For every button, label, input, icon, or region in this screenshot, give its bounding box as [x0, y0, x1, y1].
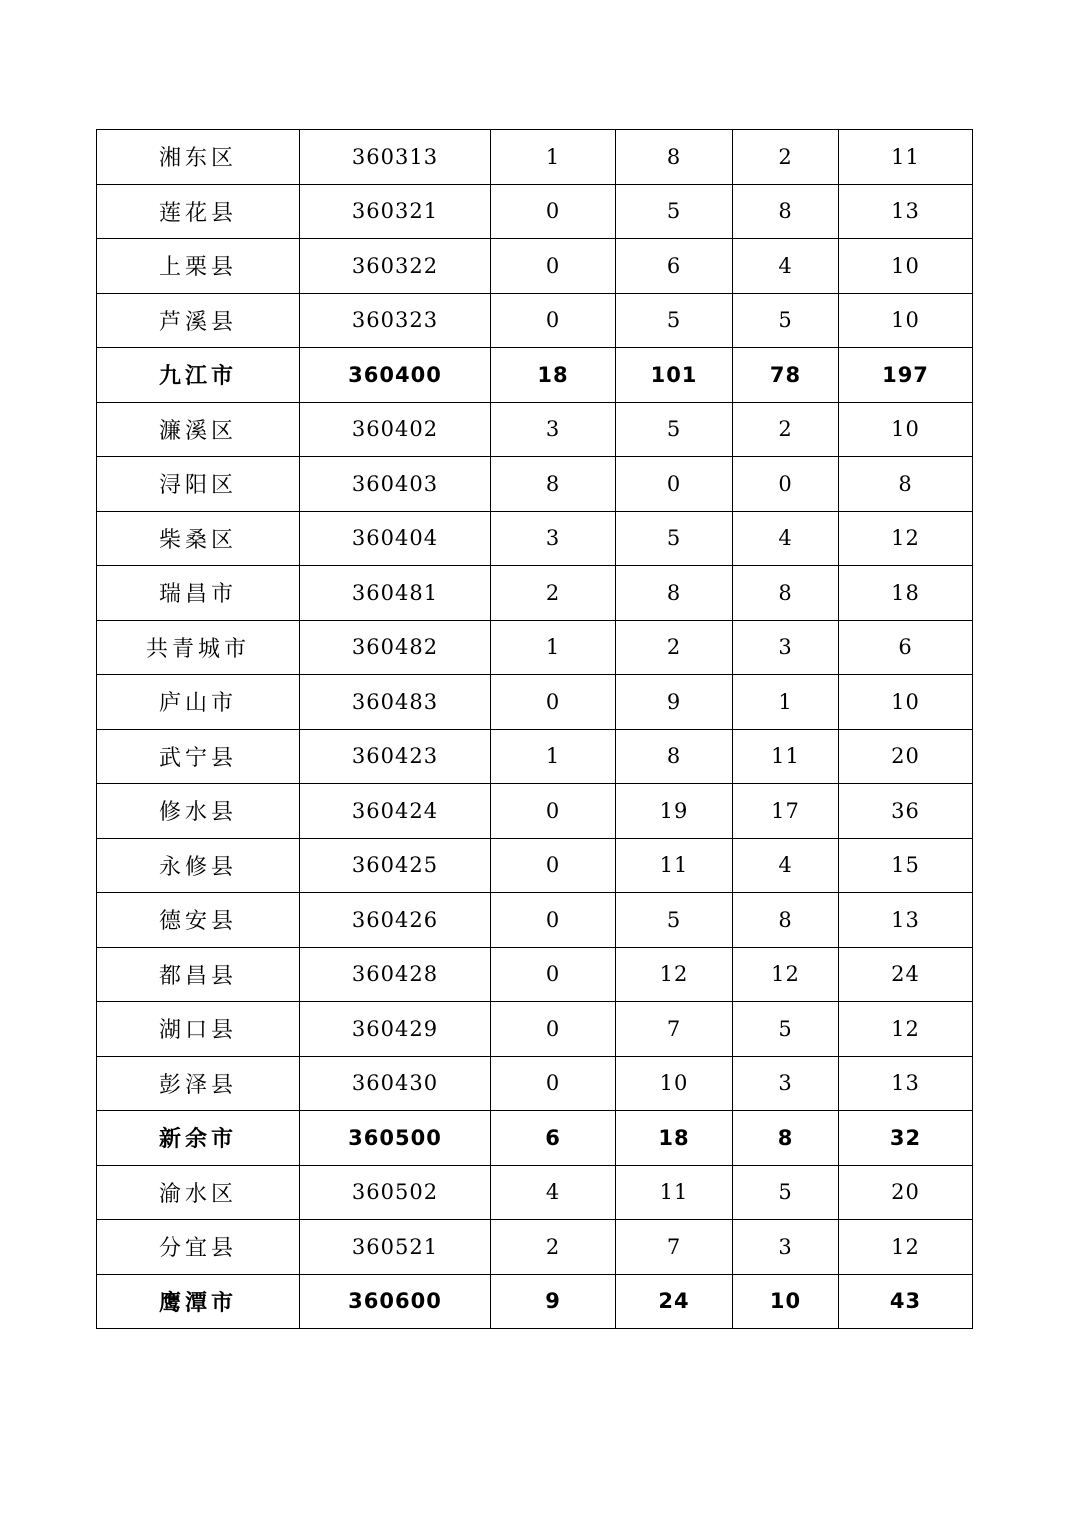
- region-name-cell: 柴桑区: [97, 511, 300, 566]
- region-name-cell: 湘东区: [97, 130, 300, 185]
- table-row: [97, 947, 973, 1002]
- value-c-cell: 2: [733, 402, 839, 457]
- region-code-cell: 360400: [300, 348, 491, 403]
- total-cell: 13: [839, 893, 973, 948]
- value-a-cell: 0: [491, 947, 616, 1002]
- region-name-cell: 鹰潭市: [97, 1274, 300, 1329]
- value-a-cell: 0: [491, 784, 616, 839]
- region-code-cell: 360321: [300, 184, 491, 239]
- value-b-cell: 5: [616, 511, 733, 566]
- region-name-cell: 渝水区: [97, 1165, 300, 1220]
- region-statistics-table: [96, 129, 973, 1329]
- region-name-cell: 德安县: [97, 893, 300, 948]
- value-a-cell: 0: [491, 1056, 616, 1111]
- table-row: [97, 729, 973, 784]
- region-code-cell: 360483: [300, 675, 491, 730]
- value-a-cell: 1: [491, 620, 616, 675]
- value-b-cell: 5: [616, 293, 733, 348]
- value-b-cell: 8: [616, 729, 733, 784]
- value-b-cell: 9: [616, 675, 733, 730]
- value-a-cell: 0: [491, 838, 616, 893]
- region-code-cell: 360426: [300, 893, 491, 948]
- region-name-cell: 都昌县: [97, 947, 300, 1002]
- region-code-cell: 360313: [300, 130, 491, 185]
- value-b-cell: 0: [616, 457, 733, 512]
- value-c-cell: 10: [733, 1274, 839, 1329]
- table-row: [97, 784, 973, 839]
- value-b-cell: 5: [616, 402, 733, 457]
- table-row-city-subtotal: [97, 348, 973, 403]
- value-b-cell: 12: [616, 947, 733, 1002]
- value-b-cell: 8: [616, 566, 733, 621]
- region-name-cell: 浔阳区: [97, 457, 300, 512]
- value-c-cell: 5: [733, 1002, 839, 1057]
- value-c-cell: 8: [733, 893, 839, 948]
- value-a-cell: 0: [491, 293, 616, 348]
- value-c-cell: 5: [733, 293, 839, 348]
- region-name-cell: 新余市: [97, 1111, 300, 1166]
- region-code-cell: 360502: [300, 1165, 491, 1220]
- total-cell: 10: [839, 293, 973, 348]
- total-cell: 43: [839, 1274, 973, 1329]
- total-cell: 10: [839, 675, 973, 730]
- table-row: [97, 184, 973, 239]
- total-cell: 18: [839, 566, 973, 621]
- table-row: [97, 457, 973, 512]
- value-a-cell: 3: [491, 511, 616, 566]
- value-b-cell: 6: [616, 239, 733, 294]
- value-b-cell: 5: [616, 893, 733, 948]
- value-c-cell: 1: [733, 675, 839, 730]
- region-name-cell: 湖口县: [97, 1002, 300, 1057]
- total-cell: 13: [839, 1056, 973, 1111]
- table-row: [97, 130, 973, 185]
- table-row: [97, 293, 973, 348]
- value-c-cell: 12: [733, 947, 839, 1002]
- table-row: [97, 1056, 973, 1111]
- region-code-cell: 360500: [300, 1111, 491, 1166]
- value-a-cell: 0: [491, 675, 616, 730]
- table-body: [97, 130, 973, 1329]
- region-code-cell: 360404: [300, 511, 491, 566]
- region-code-cell: 360424: [300, 784, 491, 839]
- value-a-cell: 1: [491, 729, 616, 784]
- region-code-cell: 360428: [300, 947, 491, 1002]
- value-b-cell: 19: [616, 784, 733, 839]
- value-c-cell: 2: [733, 130, 839, 185]
- total-cell: 12: [839, 511, 973, 566]
- total-cell: 20: [839, 1165, 973, 1220]
- region-name-cell: 庐山市: [97, 675, 300, 730]
- table-row-city-subtotal: [97, 1111, 973, 1166]
- region-code-cell: 360482: [300, 620, 491, 675]
- value-a-cell: 4: [491, 1165, 616, 1220]
- value-b-cell: 101: [616, 348, 733, 403]
- region-code-cell: 360481: [300, 566, 491, 621]
- value-a-cell: 18: [491, 348, 616, 403]
- total-cell: 15: [839, 838, 973, 893]
- region-code-cell: 360430: [300, 1056, 491, 1111]
- table-row: [97, 511, 973, 566]
- value-a-cell: 1: [491, 130, 616, 185]
- value-a-cell: 8: [491, 457, 616, 512]
- value-b-cell: 18: [616, 1111, 733, 1166]
- value-a-cell: 6: [491, 1111, 616, 1166]
- value-b-cell: 7: [616, 1002, 733, 1057]
- region-code-cell: 360322: [300, 239, 491, 294]
- table-row: [97, 402, 973, 457]
- region-code-cell: 360323: [300, 293, 491, 348]
- value-c-cell: 3: [733, 1220, 839, 1275]
- value-a-cell: 2: [491, 566, 616, 621]
- value-c-cell: 8: [733, 184, 839, 239]
- value-a-cell: 0: [491, 184, 616, 239]
- region-name-cell: 莲花县: [97, 184, 300, 239]
- table-row: [97, 675, 973, 730]
- value-c-cell: 4: [733, 511, 839, 566]
- total-cell: 10: [839, 402, 973, 457]
- value-a-cell: 0: [491, 893, 616, 948]
- table-row: [97, 620, 973, 675]
- table-row-city-subtotal: [97, 1274, 973, 1329]
- value-a-cell: 9: [491, 1274, 616, 1329]
- value-b-cell: 11: [616, 1165, 733, 1220]
- region-name-cell: 分宜县: [97, 1220, 300, 1275]
- region-name-cell: 九江市: [97, 348, 300, 403]
- value-c-cell: 17: [733, 784, 839, 839]
- value-c-cell: 3: [733, 1056, 839, 1111]
- value-b-cell: 11: [616, 838, 733, 893]
- value-b-cell: 2: [616, 620, 733, 675]
- value-b-cell: 5: [616, 184, 733, 239]
- value-c-cell: 78: [733, 348, 839, 403]
- region-name-cell: 共青城市: [97, 620, 300, 675]
- value-c-cell: 4: [733, 838, 839, 893]
- total-cell: 24: [839, 947, 973, 1002]
- total-cell: 197: [839, 348, 973, 403]
- value-b-cell: 10: [616, 1056, 733, 1111]
- table-row: [97, 838, 973, 893]
- total-cell: 20: [839, 729, 973, 784]
- value-c-cell: 5: [733, 1165, 839, 1220]
- region-code-cell: 360429: [300, 1002, 491, 1057]
- value-b-cell: 7: [616, 1220, 733, 1275]
- value-a-cell: 0: [491, 239, 616, 294]
- region-code-cell: 360423: [300, 729, 491, 784]
- value-b-cell: 24: [616, 1274, 733, 1329]
- total-cell: 36: [839, 784, 973, 839]
- region-code-cell: 360403: [300, 457, 491, 512]
- region-name-cell: 永修县: [97, 838, 300, 893]
- region-name-cell: 彭泽县: [97, 1056, 300, 1111]
- region-name-cell: 武宁县: [97, 729, 300, 784]
- table-row: [97, 1002, 973, 1057]
- value-c-cell: 0: [733, 457, 839, 512]
- region-name-cell: 瑞昌市: [97, 566, 300, 621]
- value-b-cell: 8: [616, 130, 733, 185]
- region-code-cell: 360425: [300, 838, 491, 893]
- value-c-cell: 8: [733, 1111, 839, 1166]
- value-c-cell: 8: [733, 566, 839, 621]
- table-row: [97, 239, 973, 294]
- value-c-cell: 3: [733, 620, 839, 675]
- total-cell: 10: [839, 239, 973, 294]
- region-name-cell: 芦溪县: [97, 293, 300, 348]
- total-cell: 12: [839, 1002, 973, 1057]
- region-name-cell: 濂溪区: [97, 402, 300, 457]
- value-a-cell: 2: [491, 1220, 616, 1275]
- value-a-cell: 3: [491, 402, 616, 457]
- table-row: [97, 566, 973, 621]
- value-a-cell: 0: [491, 1002, 616, 1057]
- region-name-cell: 上栗县: [97, 239, 300, 294]
- total-cell: 12: [839, 1220, 973, 1275]
- region-name-cell: 修水县: [97, 784, 300, 839]
- total-cell: 13: [839, 184, 973, 239]
- region-code-cell: 360521: [300, 1220, 491, 1275]
- total-cell: 6: [839, 620, 973, 675]
- region-code-cell: 360402: [300, 402, 491, 457]
- total-cell: 11: [839, 130, 973, 185]
- table-row: [97, 1220, 973, 1275]
- value-c-cell: 4: [733, 239, 839, 294]
- value-c-cell: 11: [733, 729, 839, 784]
- total-cell: 8: [839, 457, 973, 512]
- table-row: [97, 893, 973, 948]
- region-code-cell: 360600: [300, 1274, 491, 1329]
- table-row: [97, 1165, 973, 1220]
- total-cell: 32: [839, 1111, 973, 1166]
